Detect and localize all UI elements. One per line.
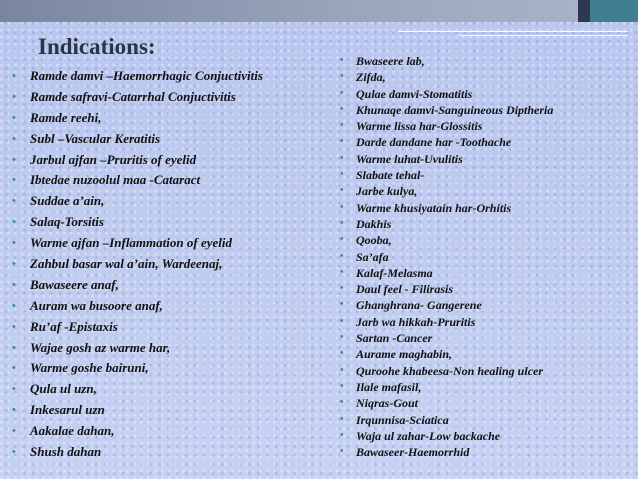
list-item (340, 314, 636, 330)
list-item (340, 86, 636, 102)
bullet-icon: • (340, 201, 344, 213)
list-item-text: Shush dahan (30, 444, 102, 460)
list-item (12, 275, 337, 296)
bullet-icon: • (340, 283, 344, 295)
bullet-icon: • (340, 413, 344, 425)
bullet-icon: • (340, 332, 344, 344)
list-item-text: Irqunnisa-Sciatica (356, 412, 449, 427)
list-item-text: Waja ul zahar-Low backache (356, 428, 501, 443)
list-item (340, 151, 636, 167)
list-item-text: Ibtedae nuzoolul maa -Cataract (30, 172, 201, 188)
list-item-text: Warme goshe bairuni, (30, 360, 149, 376)
decorative-rule (398, 31, 628, 32)
list-item (340, 330, 636, 346)
list-item-text: Zifda, (356, 70, 386, 85)
list-item (340, 297, 636, 313)
bullet-icon: • (340, 103, 344, 115)
list-item-text: Qulae damvi-Stomatitis (356, 86, 473, 101)
list-item (12, 400, 337, 421)
list-item-text: Ghanghrana- Gangerene (356, 298, 482, 313)
list-item (12, 233, 337, 254)
list-item-text: Ru’af -Epistaxis (30, 318, 118, 334)
list-item (340, 134, 636, 150)
list-item (12, 358, 337, 379)
list-item (340, 428, 636, 444)
list-item (12, 338, 337, 359)
list-item-text: Aurame maghabin, (356, 347, 453, 362)
list-item-text: Warme lissa har-Glossitis (356, 119, 483, 134)
list-item-text: Qooba, (356, 233, 392, 248)
list-item-text: Suddae a’ain, (30, 193, 105, 209)
bullet-icon: • (340, 380, 344, 392)
list-item-text: Bawaseer-Haemorrhid (356, 445, 470, 460)
bullet-icon: • (12, 90, 16, 103)
bullet-icon: • (12, 320, 16, 333)
bullet-icon: • (12, 383, 16, 396)
indications-list-right (340, 53, 636, 460)
list-item-text: Zahbul basar wal a’ain, Wardeenaj, (30, 256, 223, 272)
list-item-text: Slabate tehal- (356, 168, 425, 183)
bullet-icon: • (340, 364, 344, 376)
list-item-text: Khunaqe damvi-Sanguineous Diptheria (356, 102, 554, 117)
bullet-icon: • (12, 70, 16, 82)
bullet-icon: • (12, 299, 16, 312)
list-item-text: Sartan -Cancer (356, 331, 433, 346)
bullet-icon: • (340, 136, 344, 148)
list-item (340, 395, 636, 411)
list-item (340, 232, 636, 248)
list-item (12, 150, 337, 171)
bullet-icon: • (12, 446, 16, 459)
list-item-text: Inkesarul uzn (30, 402, 105, 418)
bullet-icon: • (340, 266, 344, 278)
list-item-text: Darde dandane har -Toothache (356, 135, 512, 150)
list-item-text: Niqras-Gout (356, 396, 419, 411)
bullet-icon: • (12, 258, 16, 271)
list-item (340, 265, 636, 281)
list-item (340, 249, 636, 265)
decorative-rule-secondary (458, 35, 628, 36)
bullet-icon: • (12, 153, 16, 166)
list-item (12, 170, 337, 191)
bullet-icon: • (340, 299, 344, 311)
bullet-icon: • (340, 348, 344, 360)
header-accent-teal (590, 0, 638, 22)
list-item (12, 442, 337, 463)
bullet-icon: • (340, 315, 344, 327)
list-item-text: Sa’afa (356, 249, 389, 264)
slide-header-bar (0, 0, 638, 22)
bullet-icon: • (12, 174, 16, 187)
list-item-text: Wajae gosh az warme har, (30, 339, 171, 355)
list-item (12, 296, 337, 317)
list-item-text: Qula ul uzn, (30, 381, 97, 397)
list-item (12, 129, 337, 150)
indications-list-left (12, 66, 337, 463)
bullet-icon: • (12, 237, 16, 250)
list-item-text: Bawaseere anaf, (30, 276, 119, 292)
list-item (340, 102, 636, 118)
bullet-icon: • (340, 152, 344, 164)
list-item-text: Jarbul ajfan –Pruritis of eyelid (30, 151, 197, 167)
bullet-icon: • (340, 429, 344, 441)
bullet-icon: • (340, 185, 344, 197)
list-item-text: Jarbe kulya, (356, 184, 418, 199)
list-item (340, 412, 636, 428)
bullet-icon: • (12, 341, 16, 354)
list-item (12, 421, 337, 442)
list-item (340, 118, 636, 134)
list-item (340, 183, 636, 199)
bullet-icon: • (12, 111, 16, 124)
bullet-icon: • (340, 217, 344, 229)
bullet-icon: • (12, 195, 16, 208)
bullet-icon: • (12, 362, 16, 375)
header-accent-dark (578, 0, 590, 22)
bullet-icon: • (340, 169, 344, 181)
bullet-icon: • (340, 234, 344, 246)
list-item (340, 69, 636, 85)
list-item (340, 281, 636, 297)
list-item (12, 108, 337, 129)
list-item-text: Salaq-Torsitis (30, 214, 104, 230)
bullet-icon: • (12, 216, 16, 229)
list-item (340, 200, 636, 216)
list-item (340, 444, 636, 460)
list-item (340, 346, 636, 362)
bullet-icon: • (340, 250, 344, 262)
list-item-text: Ilale mafasil, (356, 379, 422, 394)
slide-title: Indications: (38, 34, 156, 59)
list-item-text: Ramde damvi –Haemorrhagic Conjuctivitis (30, 68, 263, 83)
bullet-icon: • (340, 87, 344, 99)
list-item (12, 87, 337, 108)
list-item-text: Aakalae dahan, (30, 423, 115, 439)
list-item-text: Warme ajfan –Inflammation of eyelid (30, 235, 232, 251)
bullet-icon: • (12, 132, 16, 145)
list-item (12, 379, 337, 400)
list-item-text: Kalaf-Melasma (356, 265, 433, 280)
bullet-icon: • (340, 446, 344, 458)
list-item-text: Warme luhat-Uvulitis (356, 151, 463, 166)
list-item-text: Daul feel - Filirasis (356, 282, 454, 297)
list-item (12, 254, 337, 275)
list-item (340, 363, 636, 379)
list-item-text: Warme khusiyatain har-Orhitis (356, 200, 512, 215)
list-item-text: Jarb wa hikkah-Pruritis (356, 314, 476, 329)
bullet-icon: • (340, 71, 344, 83)
header-accent-light (0, 0, 578, 22)
list-item (340, 216, 636, 232)
list-item-text: Ramde reehi, (30, 109, 102, 125)
list-item (340, 53, 636, 69)
list-item (12, 317, 337, 338)
bullet-icon: • (12, 278, 16, 291)
list-item (340, 167, 636, 183)
list-item (340, 379, 636, 395)
bullet-icon: • (12, 404, 16, 417)
bullet-icon: • (340, 55, 344, 66)
bullet-icon: • (340, 397, 344, 409)
list-item (12, 212, 337, 233)
bullet-icon: • (12, 425, 16, 438)
list-item (12, 66, 337, 87)
list-item-text: Auram wa busoore anaf, (30, 297, 163, 313)
list-item-text: Quroohe khabeesa-Non healing ulcer (356, 363, 544, 378)
bullet-icon: • (340, 120, 344, 132)
list-item-text: Subl –Vascular Keratitis (30, 130, 161, 146)
list-item-text: Ramde safravi-Catarrhal Conjuctivitis (30, 88, 236, 104)
list-item (12, 191, 337, 212)
list-item-text: Bwaseere lab, (356, 54, 425, 68)
list-item-text: Dakhis (356, 216, 392, 231)
